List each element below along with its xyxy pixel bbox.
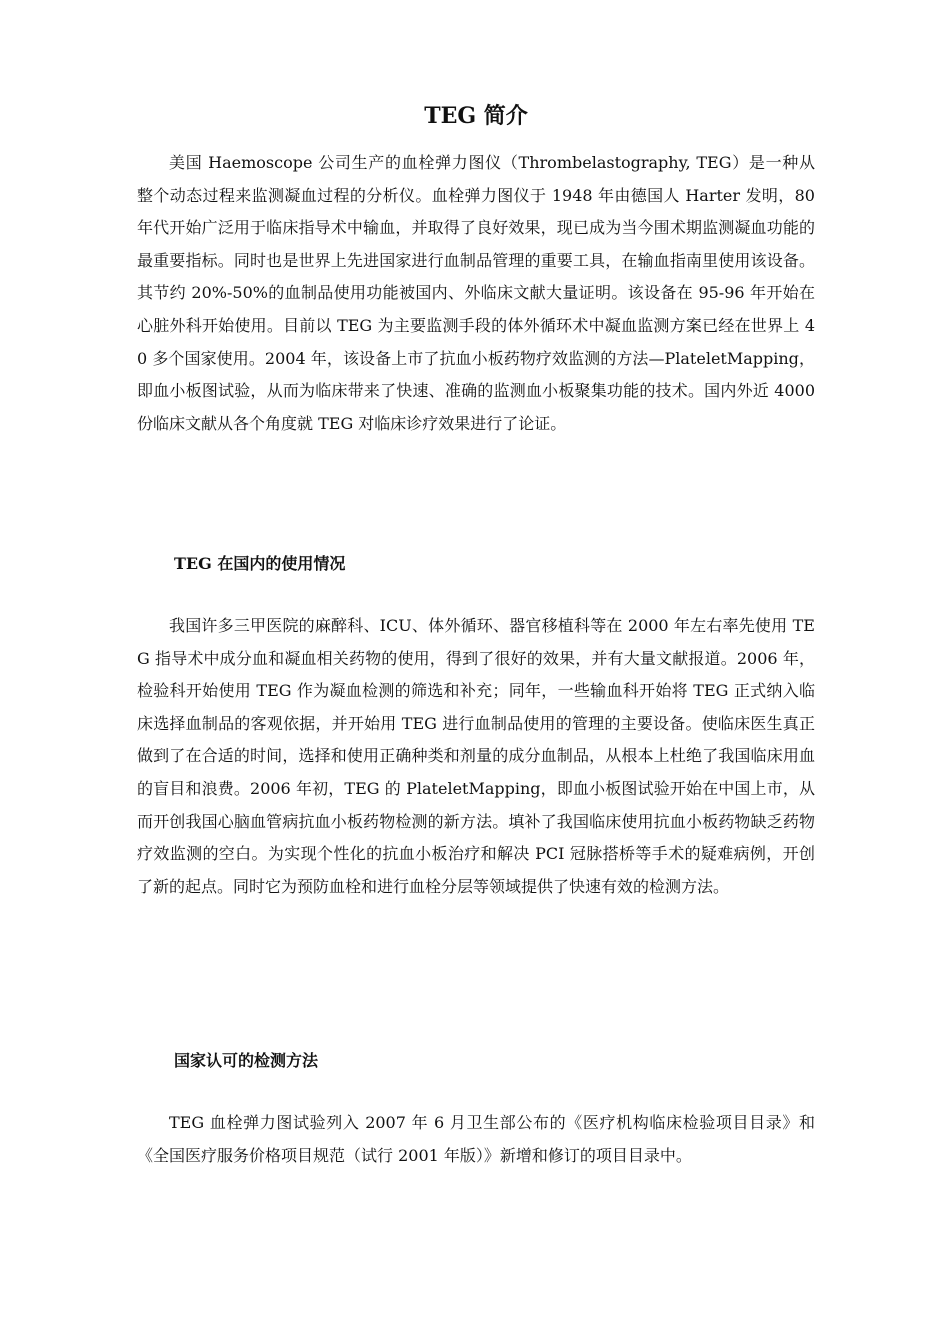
section-heading-domestic-usage: TEG 在国内的使用情况 — [174, 554, 346, 573]
document-title: TEG 简介 — [424, 103, 528, 129]
section-heading-national-approval: 国家认可的检测方法 — [174, 1051, 319, 1070]
section-paragraph-domestic-usage: 我国许多三甲医院的麻醉科、ICU、体外循环、器官移植科等在 2000 年左右率先使用 TEG 指导术中成分血和凝血相关药物的使用，得到了很好的效果，并有大量文献报道。2006 年，检验科开始使用 TEG 作为凝血检测的筛选和补充；同年，一些输血科开始将 TEG 正式纳入临床选择血制品的客观依据，并开始用 TEG 进行血制品使用的管理的主要设备。使临床医生真正做到了在合适的时间，选择和使用正确种类和剂量的成分血制品，从根本上杜绝了我国临床用血的盲目和浪费。2006 年初，TEG 的 PlateletMapping，即血小板图试验开始在中国上市，从而开创我国心脑血管病抗血小板药物检测的新方法。填补了我国临床使用抗血小板药物缺乏药物疗效监测的空白。为实现个性化的抗血小板治疗和解决 PCI 冠脉搭桥等手术的疑难病例，开创了新的起点。同时它为预防血栓和进行血栓分层等领域提供了快速有效的检测方法。 — [137, 616, 815, 896]
intro-paragraph: 美国 Haemoscope 公司生产的血栓弹力图仪（Thrombelastography, TEG）是一种从整个动态过程来监测凝血过程的分析仪。血栓弹力图仪于 1948 年由德国人 Harter 发明，80 年代开始广泛用于临床指导术中输血，并取得了良好效果，现已成为当今围术期监测凝血功能的最重要指标。同时也是世界上先进国家进行血制品管理的重要工具，在输血指南里使用该设备。其节约 20%-50%的血制品使用功能被国内、外临床文献大量证明。该设备在 95-96 年开始在心脏外科开始使用。目前以 TEG 为主要监测手段的体外循环术中凝血监测方案已经在世界上 40 多个国家使用。2004 年，该设备上市了抗血小板药物疗效监测的方法—PlateletMapping，即血小板图试验，从而为临床带来了快速、准确的监测血小板聚集功能的技术。国内外近 4000 份临床文献从各个角度就 TEG 对临床诊疗效果进行了论证。 — [137, 153, 815, 433]
section-paragraph-national-approval: TEG 血栓弹力图试验列入 2007 年 6 月卫生部公布的《医疗机构临床检验项目目录》和《全国医疗服务价格项目规范（试行 2001 年版）》新增和修订的项目目录中。 — [137, 1113, 815, 1165]
